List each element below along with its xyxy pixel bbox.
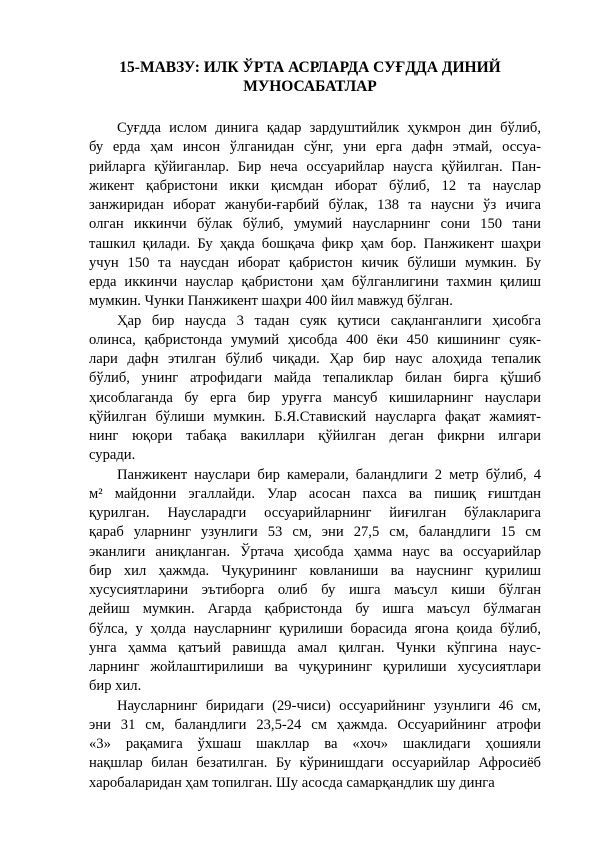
paragraph [89,312,541,466]
page-title [90,58,530,96]
paragraph [89,119,541,312]
text-line: ташкил қилади. Бу ҳақда бошқача фикр ҳам бор. Панжикент шаҳри [89,235,541,252]
text-line: олган иккинчи бўлак бўлиб, умумий наусларнинг сони 150 тани [89,216,541,233]
text-line: унга ҳамма қатъий равишда амал қилган. Чунки кўпгина наус- [89,639,541,656]
text-line: Суғдда ислом динига қадар зардуштийлик ҳукмрон дин бўлиб, [117,120,541,136]
paragraph [89,466,541,697]
text-line: «3» рақамига ўхшаш шакллар ва «хоч» шаклидаги ҳошияли [89,736,541,752]
text-line: эни 31 см, баландлиги 23,5-24 см ҳажмда. Оссуарийнинг атрофи [89,716,541,733]
text-line: м² майдонни эгаллайди. Улар асосан пахса ва пишиқ ғиштдан [89,485,541,502]
text-line: олинса, қабристонда умумий ҳисобда 400 ёки 450 кишининг суяк- [89,331,541,348]
text-line: нинг юқори табақа вакиллари қўйилган деган фикрни илгари [89,428,541,444]
text-line: Ҳар бир наусда 3 тадан суяк қутиси сақланганлиги ҳисобга [117,312,541,329]
text-line: харобаларидан ҳам топилган. Шу асосда самарқандлик шу динга [89,774,495,791]
text-line: учун 150 та наусдан иборат қабристон кичик бўлиши мумкин. Бу [89,254,541,271]
text-line: занжиридан иборат жануби-ғарбий бўлак, 138 та наусни ўз ичига [89,197,541,213]
text-line: бир хил. [89,678,142,695]
title-line-2: МУНОСАБАТЛАР [243,78,377,95]
text-line: эканлиги аниқланган. Ўртача ҳисобда ҳамма наус ва оссуарийлар [89,543,541,560]
text-line: Наусларнинг биридаги (29-чиси) оссуарийнинг узунлиги 46 см, [117,697,541,714]
text-line: бўлса, у ҳолда наусларнинг қурилиши борасида ягона қоида бўлиб, [89,620,541,637]
text-line: Панжикент науслари бир камерали, баландлиги 2 метр бўлиб, 4 [117,466,541,483]
text-line: қурилган. Наусларадги оссуарийларнинг йиғилган бўлакларига [89,505,541,521]
text-line: қараб уларнинг узунлиги 53 см, эни 27,5 см, баландлиги 15 см [89,524,541,541]
text-line: ерда иккинчи науслар қабристони ҳам бўлганлигини тахмин қилиш [89,274,541,290]
text-line: дейиш мумкин. Агарда қабристонда бу ишга маъсул бўлмаган [89,601,541,618]
text-line: бир хил ҳажмда. Чуқурининг ковланиши ва науснинг қурилиш [89,562,541,579]
text-line: рийларга қўйиганлар. Бир неча оссуарийлар наусга қўйилган. Пан- [89,158,541,175]
title-line-1: 15-МАВЗУ: ИЛК ЎРТА АСРЛАРДА СУҒДДА ДИНИЙ [119,59,501,76]
paragraph [89,697,541,793]
text-line: нақшлар билан безатилган. Бу кўринишдаги оссуарийлар Афросиёб [89,755,541,772]
text-line: бу ерда ҳам инсон ўлганидан сўнг, уни ерга дафн этмай, оссуа- [89,139,541,156]
text-line: хусусиятларини эътиборга олиб бу ишга маъсул киши бўлган [89,582,541,598]
text-line: ҳисоблаганда бу ерга бир уруғга мансуб кишиларнинг науслари [89,389,541,406]
text-line: ларнинг жойлаштирилиши ва чуқурининг қурилиши хусусиятлари [89,659,541,675]
document-body [89,119,541,793]
text-line: бўлиб, унинг атрофидаги майда тепаликлар билан бирга қўшиб [89,370,541,387]
text-line: лари дафн этилган бўлиб чиқади. Ҳар бир наус алоҳида тепалик [89,351,541,367]
text-line: жикент қабристони икки қисмдан иборат бўлиб, 12 та науслар [89,177,541,194]
text-line: қўйилган бўлиши мумкин. Б.Я.Ставиский наусларга фақат жамият- [89,408,541,425]
text-line: мумкин. Чунки Панжикент шаҳри 400 йил мавжуд бўлган. [89,293,453,310]
text-line: суради. [89,447,136,464]
